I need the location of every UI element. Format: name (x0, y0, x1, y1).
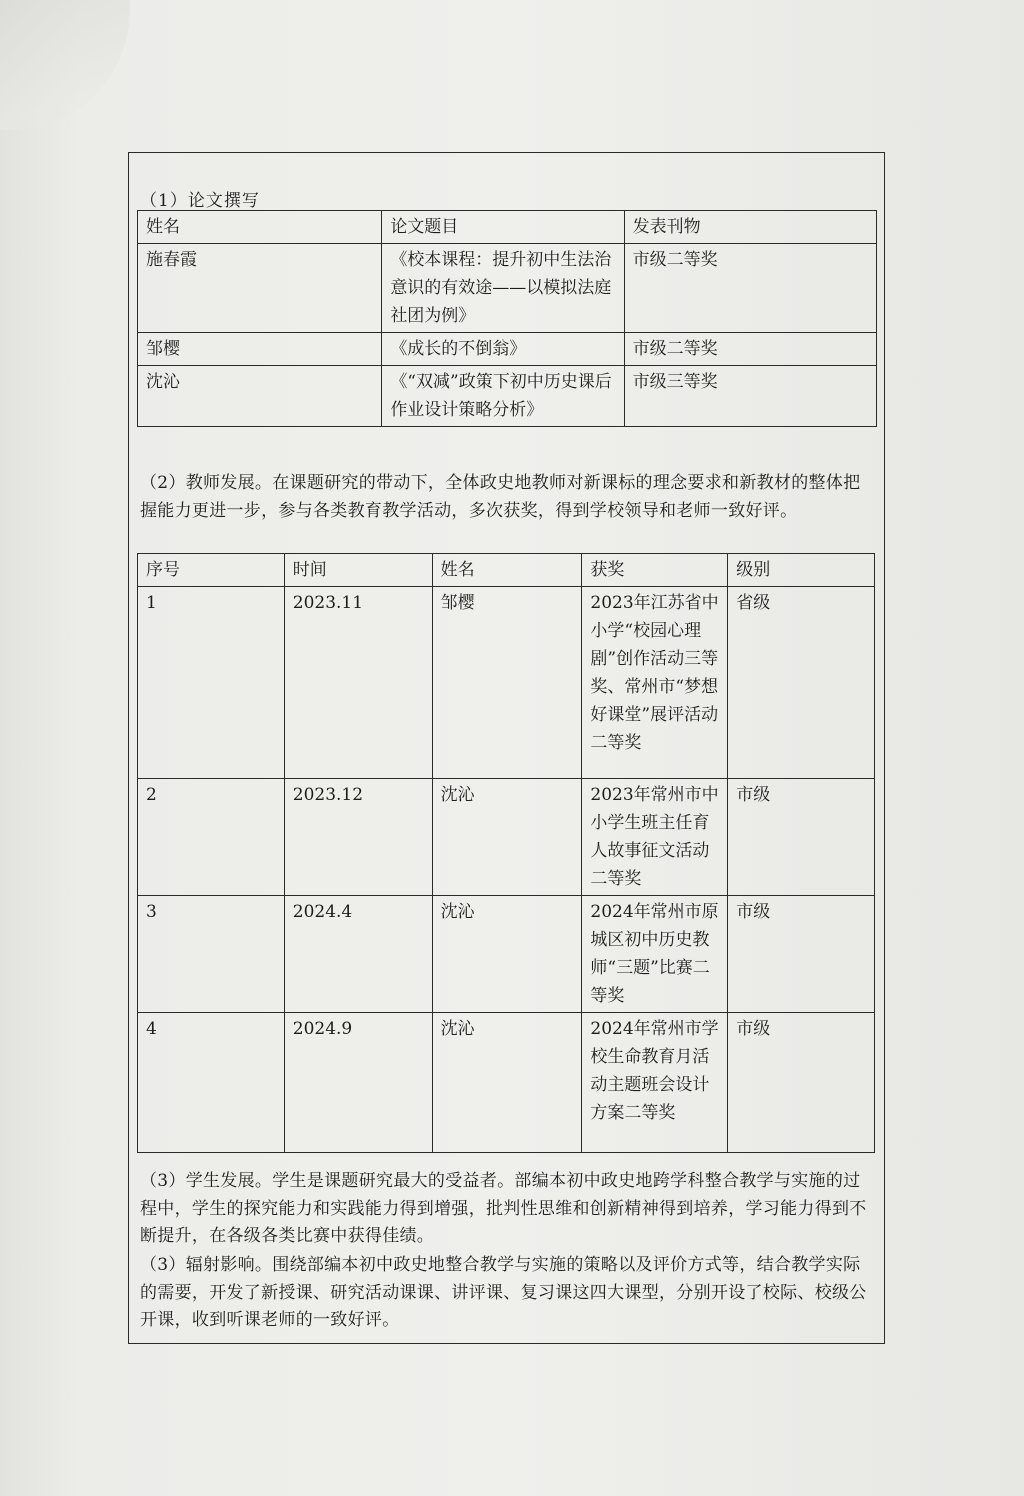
row-level: 市级 (728, 1013, 875, 1153)
row-name: 沈沁 (138, 366, 382, 427)
row-number: 2 (138, 779, 285, 896)
row-time: 2023.12 (284, 779, 432, 896)
paper-table (137, 210, 877, 427)
table-row (138, 1013, 875, 1153)
row-paper-title: 《“双减”政策下初中历史课后作业设计策略分析》 (382, 366, 624, 427)
row-name: 邹樱 (138, 333, 382, 366)
row-publication: 市级二等奖 (624, 333, 876, 366)
section-1-title: （1）论文撰写 (140, 191, 260, 211)
row-time: 2023.11 (284, 587, 432, 779)
row-award: 2024年常州市原城区初中历史教师“三题”比赛二等奖 (582, 896, 728, 1013)
row-publication: 市级二等奖 (624, 244, 876, 333)
header-level: 级别 (728, 554, 875, 587)
row-name: 沈沁 (432, 779, 582, 896)
table-row (138, 366, 877, 427)
header-name: 姓名 (432, 554, 582, 587)
header-time: 时间 (284, 554, 432, 587)
row-number: 3 (138, 896, 285, 1013)
table-row (138, 333, 877, 366)
row-award: 2023年江苏省中小学“校园心理剧”创作活动三等奖、常州市“梦想好课堂”展评活动二等奖 (582, 587, 728, 779)
section-4-text: （3）辐射影响。围绕部编本初中政史地整合教学与实施的策略以及评价方式等，结合教学实际的需要，开发了新授课、研究活动课课、讲评课、复习课这四大课型，分别开设了校际、校级公开课，收到听课老师的一致好评。 (140, 1255, 867, 1330)
row-level: 市级 (728, 896, 875, 1013)
row-paper-title: 《成长的不倒翁》 (382, 333, 624, 366)
row-name: 施春霞 (138, 244, 382, 333)
header-name: 姓名 (138, 211, 382, 244)
header-award: 获奖 (582, 554, 728, 587)
row-paper-title: 《校本课程：提升初中生法治意识的有效途——以模拟法庭社团为例》 (382, 244, 624, 333)
row-time: 2024.9 (284, 1013, 432, 1153)
row-award: 2024年常州市学校生命教育月活动主题班会设计方案二等奖 (582, 1013, 728, 1153)
row-number: 4 (138, 1013, 285, 1153)
table-row (138, 587, 875, 779)
row-publication: 市级三等奖 (624, 366, 876, 427)
table-row (138, 896, 875, 1013)
section-3-text: （3）学生发展。学生是课题研究最大的受益者。部编本初中政史地跨学科整合教学与实施的过程中，学生的探究能力和实践能力得到增强，批判性思维和创新精神得到培养，学习能力得到不断提升，在各级各类比赛中获得佳绩。 (140, 1171, 867, 1246)
row-level: 省级 (728, 587, 875, 779)
row-level: 市级 (728, 779, 875, 896)
award-table (137, 553, 875, 1153)
row-name: 邹樱 (432, 587, 582, 779)
row-time: 2024.4 (284, 896, 432, 1013)
row-award: 2023年常州市中小学生班主任育人故事征文活动二等奖 (582, 779, 728, 896)
row-name: 沈沁 (432, 1013, 582, 1153)
row-number: 1 (138, 587, 285, 779)
header-publication: 发表刊物 (624, 211, 876, 244)
award-table-header (138, 554, 875, 587)
header-number: 序号 (138, 554, 285, 587)
section-2-text: （2）教师发展。在课题研究的带动下，全体政史地教师对新课标的理念要求和新教材的整体把握能力更进一步，参与各类教育教学活动，多次获奖，得到学校领导和老师一致好评。 (140, 473, 861, 521)
table-row (138, 779, 875, 896)
table-row (138, 244, 877, 333)
paper-table-header (138, 211, 877, 244)
row-name: 沈沁 (432, 896, 582, 1013)
header-paper-title: 论文题目 (382, 211, 624, 244)
